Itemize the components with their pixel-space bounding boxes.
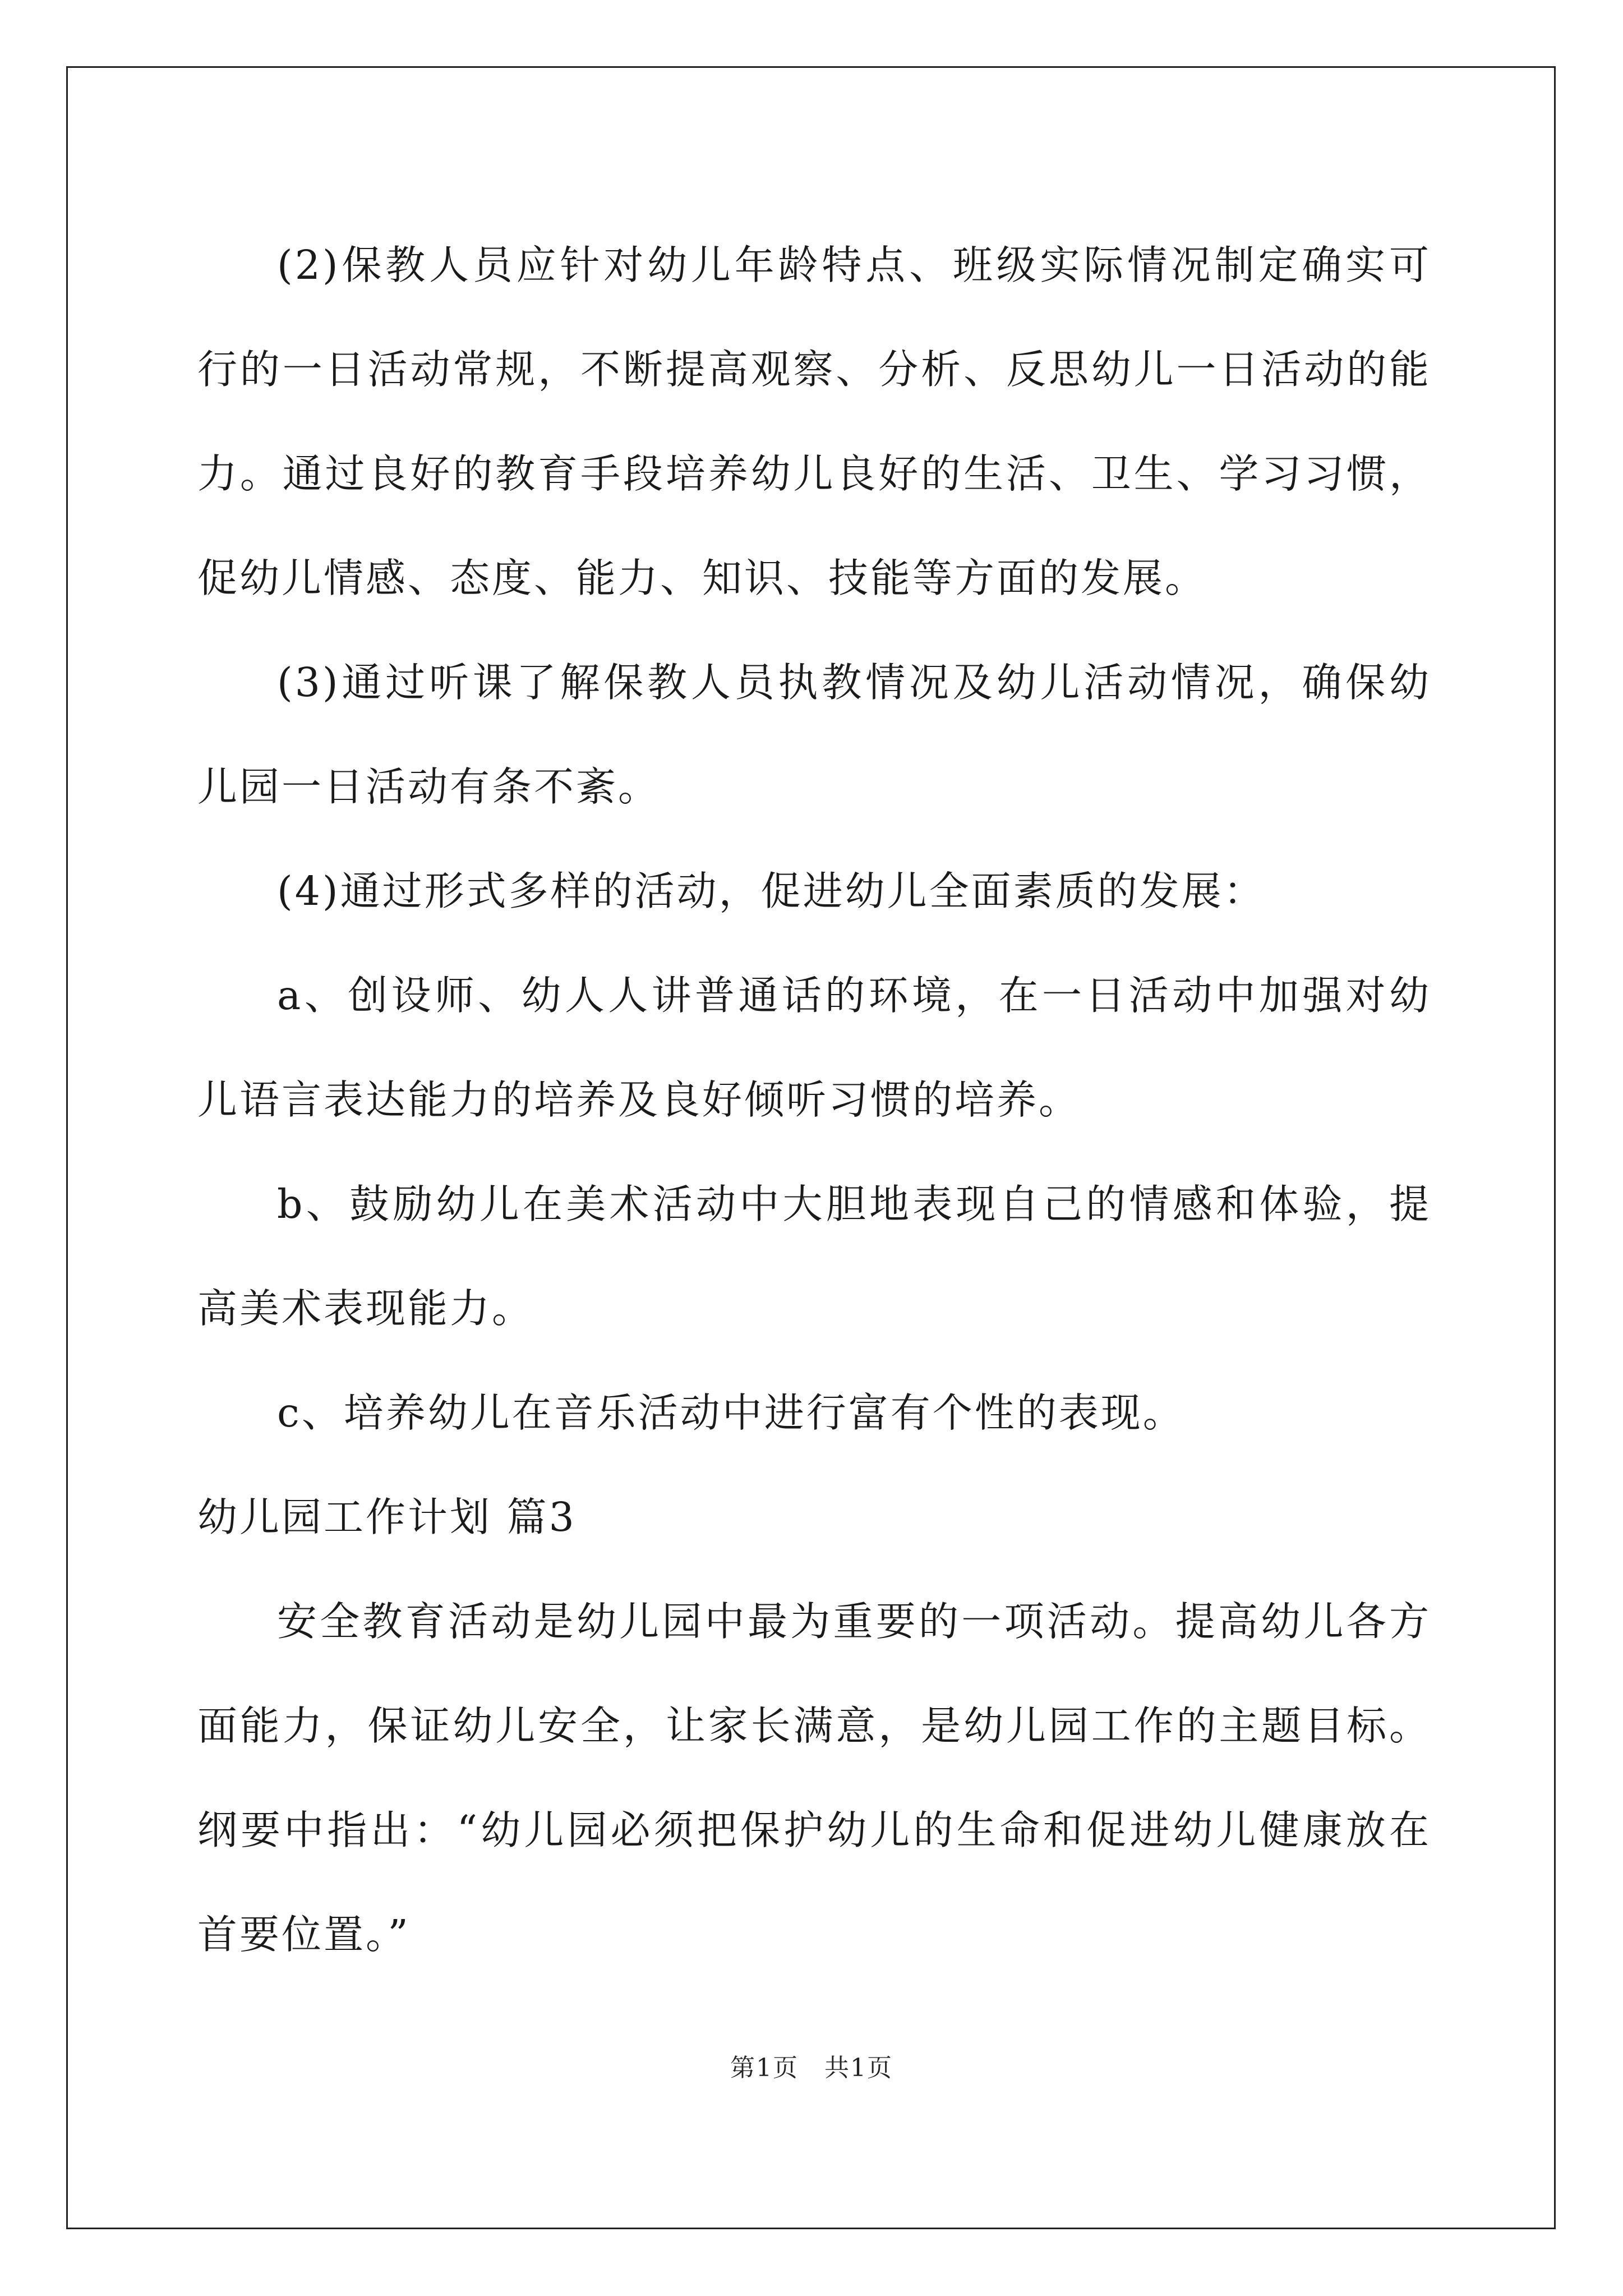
document-body [197,213,1431,1987]
paragraph-subitem-c: c、培养幼儿在音乐活动中进行富有个性的表现。 [277,1389,1185,1436]
section-title: 幼儿园工作计划 篇3 [197,1494,577,1540]
paragraph-item-4: (4)通过形式多样的活动，促进幼儿全面素质的发展： [277,868,1266,914]
page-footer: 第1页 共1页 [730,2054,893,2082]
paragraph-subitem-b: b、鼓励幼儿在美术活动中大胆地表现自己的情感和体验，提高美术表现能力。 [197,1181,1431,1332]
paragraph-section-3-intro: 安全教育活动是幼儿园中最为重要的一项活动。提高幼儿各方面能力，保证幼儿安全，让家长满意，是幼儿园工作的主题目标。纲要中指出：“幼儿园必须把保护幼儿的生命和促进幼儿健康放在首要位置。” [197,1598,1431,1958]
paragraph-subitem-a: a、创设师、幼人人讲普通话的环境，在一日活动中加强对幼儿语言表达能力的培养及良好倾听习惯的培养。 [197,972,1431,1123]
paragraph-item-3: (3)通过听课了解保教人员执教情况及幼儿活动情况，确保幼儿园一日活动有条不紊。 [197,659,1431,810]
paragraph-item-2: (2)保教人员应针对幼儿年龄特点、班级实际情况制定确实可行的一日活动常规，不断提高观察、分析、反思幼儿一日活动的能力。通过良好的教育手段培养幼儿良好的生活、卫生、学习习惯，促幼儿情感、态度、能力、知识、技能等方面的发展。 [197,242,1431,601]
